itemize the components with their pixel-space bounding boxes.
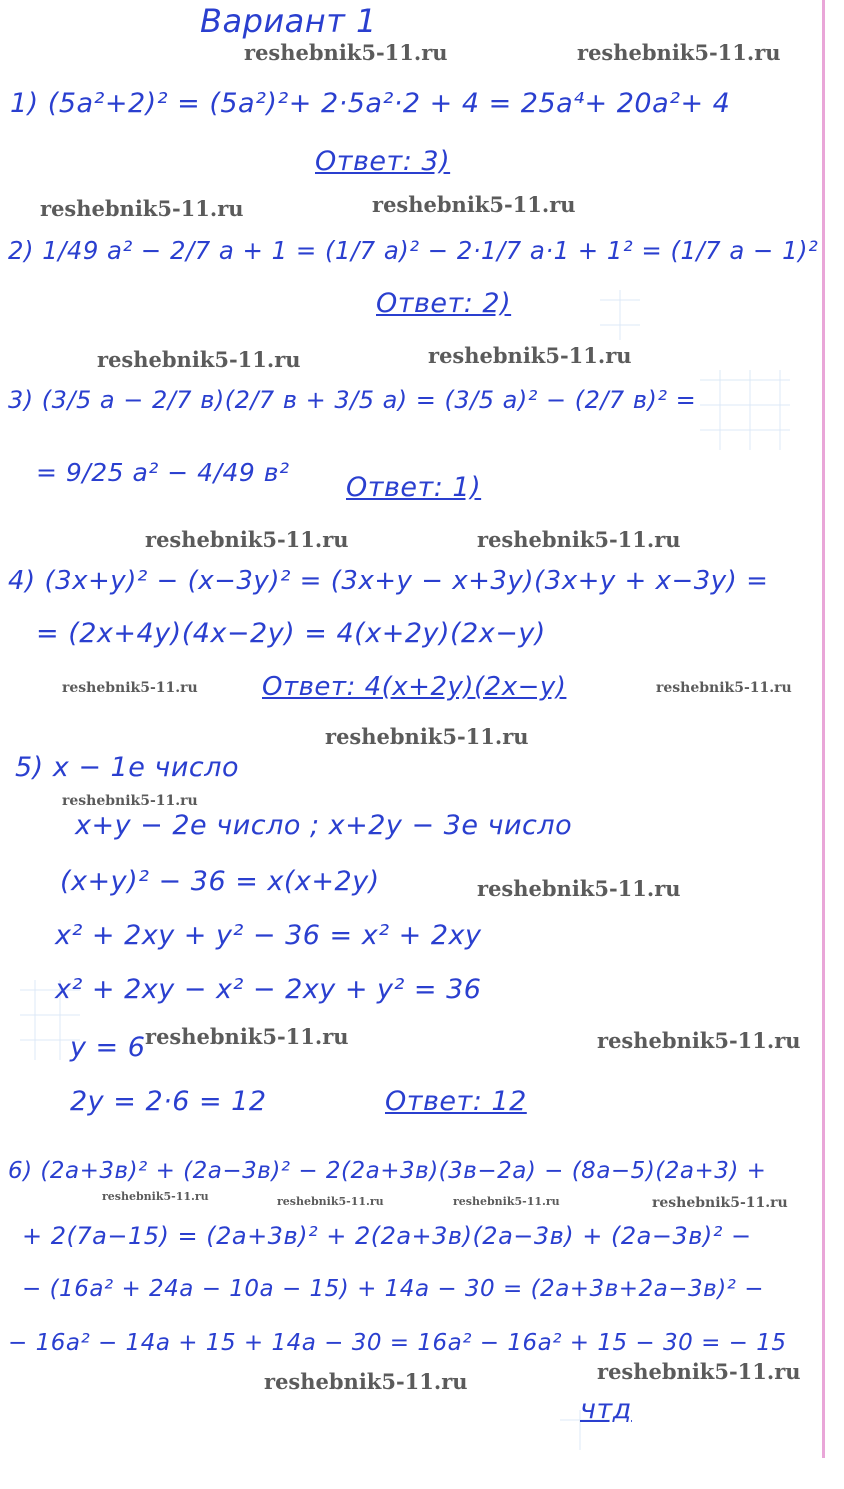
watermark: reshebnik5-11.ru bbox=[656, 680, 792, 696]
watermark: reshebnik5-11.ru bbox=[477, 876, 681, 901]
problem-5-line: y = 6 bbox=[70, 1032, 146, 1063]
watermark: reshebnik5-11.ru bbox=[428, 343, 632, 368]
problem-5-line: (x+y)² − 36 = x(x+2y) bbox=[60, 866, 380, 897]
margin-line bbox=[822, 0, 825, 1458]
watermark: reshebnik5-11.ru bbox=[597, 1028, 801, 1053]
problem-5-line: x² + 2xy + y² − 36 = x² + 2xy bbox=[55, 920, 482, 951]
problem-6-conclusion: чтд bbox=[580, 1394, 632, 1425]
problem-6-line: − 16a² − 14a + 15 + 14a − 30 = 16a² − 16a² + 15 − 30 = − 15 bbox=[8, 1330, 787, 1356]
watermark: reshebnik5-11.ru bbox=[40, 196, 244, 221]
problem-5-line: 2y = 2·6 = 12 bbox=[70, 1086, 267, 1117]
watermark: reshebnik5-11.ru bbox=[264, 1369, 468, 1394]
problem-1-answer: Ответ: 3) bbox=[315, 146, 451, 177]
problem-3-answer: Ответ: 1) bbox=[346, 472, 482, 503]
problem-6-line: − (16a² + 24a − 10a − 15) + 14a − 30 = (2a+3в+2a−3в)² − bbox=[22, 1276, 764, 1302]
watermark: reshebnik5-11.ru bbox=[453, 1195, 560, 1208]
problem-6-line: + 2(7a−15) = (2a+3в)² + 2(2a+3в)(2a−3в) + (2a−3в)² − bbox=[22, 1222, 752, 1250]
problem-4-line: 4) (3x+y)² − (x−3y)² = (3x+y − x+3y)(3x+y + x−3y) = bbox=[8, 566, 769, 596]
watermark: reshebnik5-11.ru bbox=[577, 40, 781, 65]
problem-4-line: = (2x+4y)(4x−2y) = 4(x+2y)(2x−y) bbox=[36, 618, 546, 649]
problem-2-line: 2) 1/49 a² − 2/7 a + 1 = (1/7 a)² − 2·1/7 a·1 + 1² = (1/7 a − 1)² bbox=[8, 236, 819, 265]
problem-4-answer: Ответ: 4(x+2y)(2x−y) bbox=[262, 672, 567, 702]
watermark: reshebnik5-11.ru bbox=[62, 793, 198, 809]
watermark: reshebnik5-11.ru bbox=[277, 1195, 384, 1208]
problem-5-line: 5) x − 1е число bbox=[15, 752, 240, 783]
page-title: Вариант 1 bbox=[200, 2, 377, 40]
watermark: reshebnik5-11.ru bbox=[325, 724, 529, 749]
watermark: reshebnik5-11.ru bbox=[62, 680, 198, 696]
watermark: reshebnik5-11.ru bbox=[372, 192, 576, 217]
problem-3-line: = 9/25 a² − 4/49 в² bbox=[36, 458, 290, 487]
problem-3-line: 3) (3/5 a − 2/7 в)(2/7 в + 3/5 a) = (3/5 a)² − (2/7 в)² = bbox=[8, 386, 697, 414]
watermark: reshebnik5-11.ru bbox=[652, 1195, 788, 1211]
problem-6-line: 6) (2a+3в)² + (2a−3в)² − 2(2a+3в)(3в−2a) − (8a−5)(2a+3) + bbox=[8, 1158, 767, 1184]
problem-1-line: 1) (5a²+2)² = (5a²)²+ 2·5a²·2 + 4 = 25a⁴+ 20a²+ 4 bbox=[10, 88, 731, 119]
problem-5-line: x+y − 2е число ; x+2y − 3е число bbox=[75, 810, 573, 841]
watermark: reshebnik5-11.ru bbox=[477, 527, 681, 552]
watermark: reshebnik5-11.ru bbox=[597, 1359, 801, 1384]
watermark: reshebnik5-11.ru bbox=[145, 527, 349, 552]
watermark: reshebnik5-11.ru bbox=[102, 1190, 209, 1203]
problem-5-line: x² + 2xy − x² − 2xy + y² = 36 bbox=[55, 974, 482, 1005]
problem-2-answer: Ответ: 2) bbox=[376, 288, 512, 319]
watermark: reshebnik5-11.ru bbox=[244, 40, 448, 65]
watermark: reshebnik5-11.ru bbox=[145, 1024, 349, 1049]
problem-5-answer: Ответ: 12 bbox=[385, 1086, 527, 1117]
watermark: reshebnik5-11.ru bbox=[97, 347, 301, 372]
